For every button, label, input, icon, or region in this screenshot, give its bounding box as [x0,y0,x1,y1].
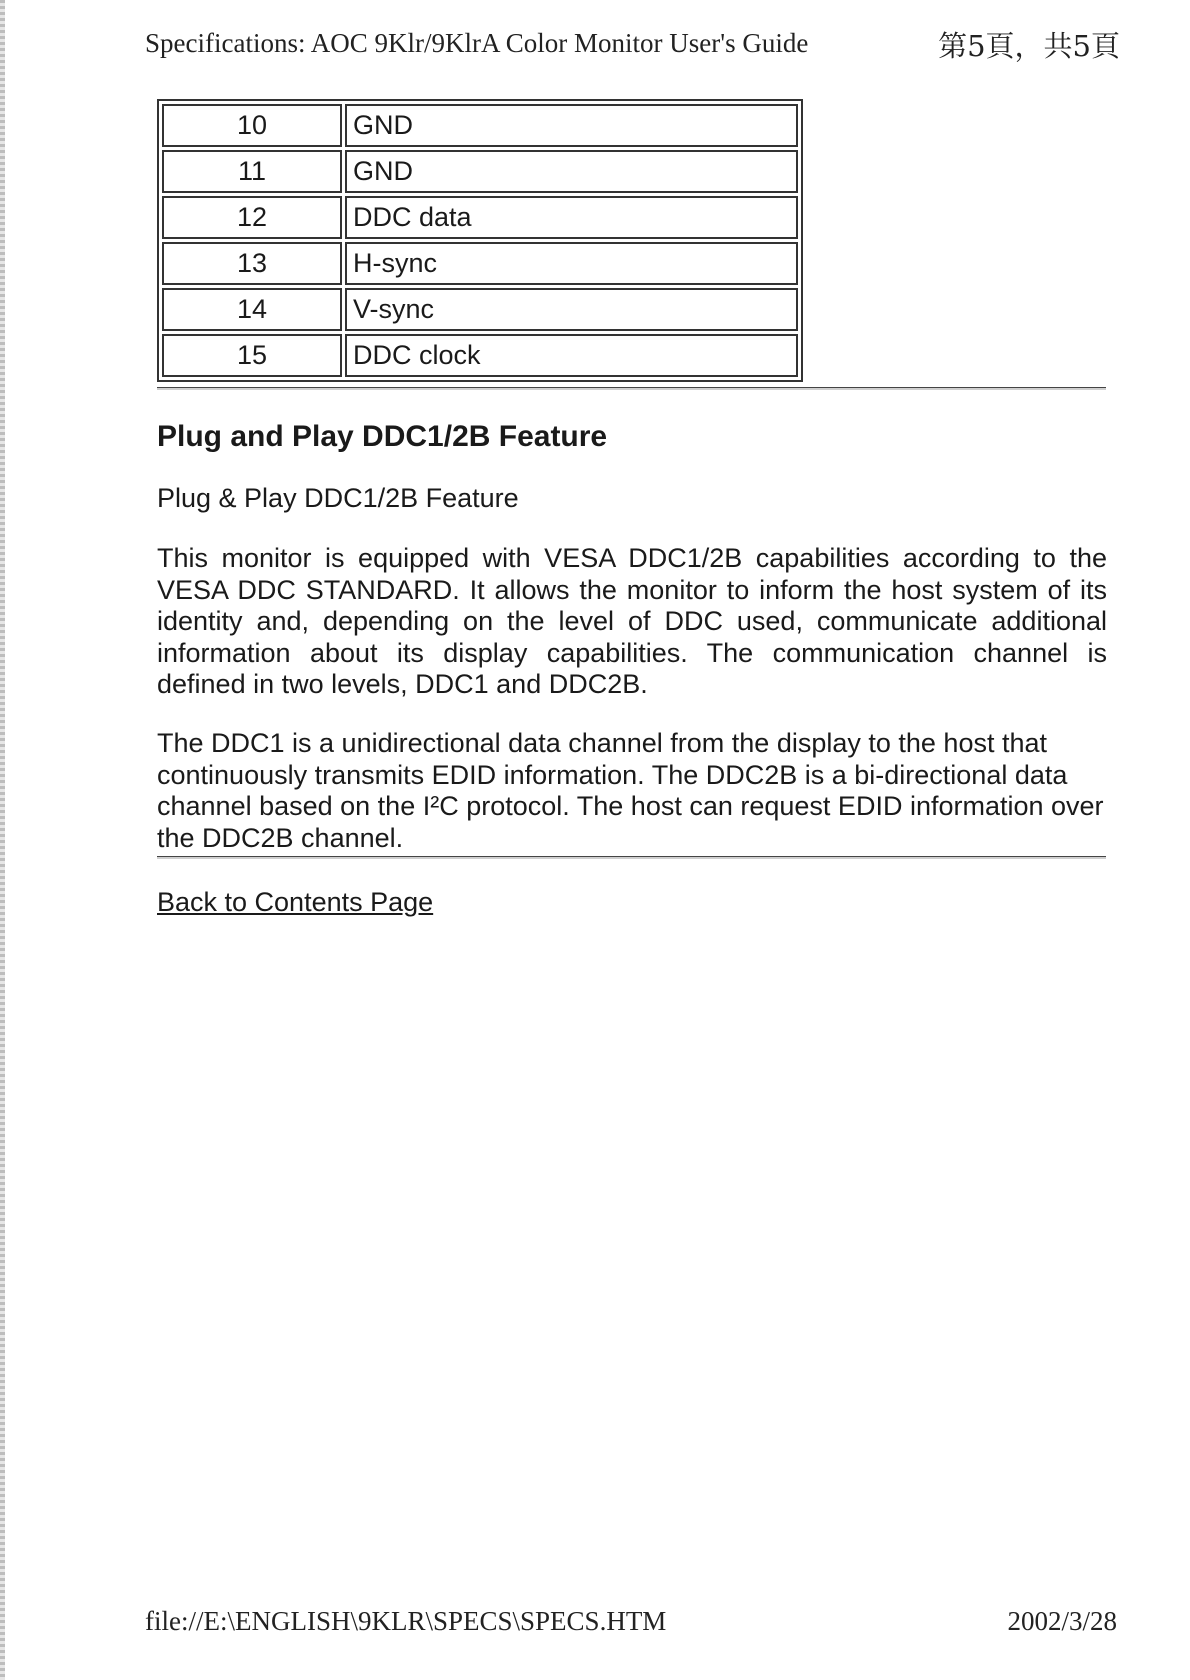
table-row [162,104,798,147]
pin-assignment-table [157,99,803,382]
table-row [162,196,798,239]
section-subtitle: Plug & Play DDC1/2B Feature [157,483,519,513]
horizontal-rule [157,856,1106,859]
table-row [162,242,798,285]
page-indicator: 第5頁，共5頁 [938,29,1120,63]
section-heading: Plug and Play DDC1/2B Feature [157,420,608,453]
signal-cell: H-sync [345,242,798,285]
pin-number-cell: 13 [162,242,342,285]
pin-number-cell: 11 [162,150,342,193]
back-to-contents-link[interactable]: Back to Contents Page [157,887,434,917]
signal-cell: GND [345,104,798,147]
table-row [162,150,798,193]
table-row [162,288,798,331]
horizontal-rule [157,387,1106,390]
document-title: Specifications: AOC 9Klr/9KlrA Color Monitor User's Guide [145,28,809,58]
paragraph-ddc-capabilities: This monitor is equipped with VESA DDC1/2B capabilities according to the VESA DDC STANDARD. It allows the monitor to inform the host system of its identity and, depending on the level of DDC used, communicate additional information about its display capabilities. The communication channel is defined in two levels, DDC1 and DDC2B. [157,543,1107,699]
pin-number-cell: 14 [162,288,342,331]
signal-cell: V-sync [345,288,798,331]
scan-edge [0,0,5,1680]
signal-cell: GND [345,150,798,193]
signal-cell: DDC data [345,196,798,239]
pin-number-cell: 10 [162,104,342,147]
pin-number-cell: 12 [162,196,342,239]
print-date: 2002/3/28 [1007,1606,1117,1636]
pin-number-cell: 15 [162,334,342,377]
paragraph-ddc-channels: The DDC1 is a unidirectional data channel from the display to the host that continuously transmits EDID information. The DDC2B is a bi-directional data channel based on the I²C protocol. The host can request EDID information over the DDC2B channel. [157,728,1104,853]
table-row [162,334,798,377]
signal-cell: DDC clock [345,334,798,377]
file-path: file://E:\ENGLISH\9KLR\SPECS\SPECS.HTM [145,1606,667,1636]
